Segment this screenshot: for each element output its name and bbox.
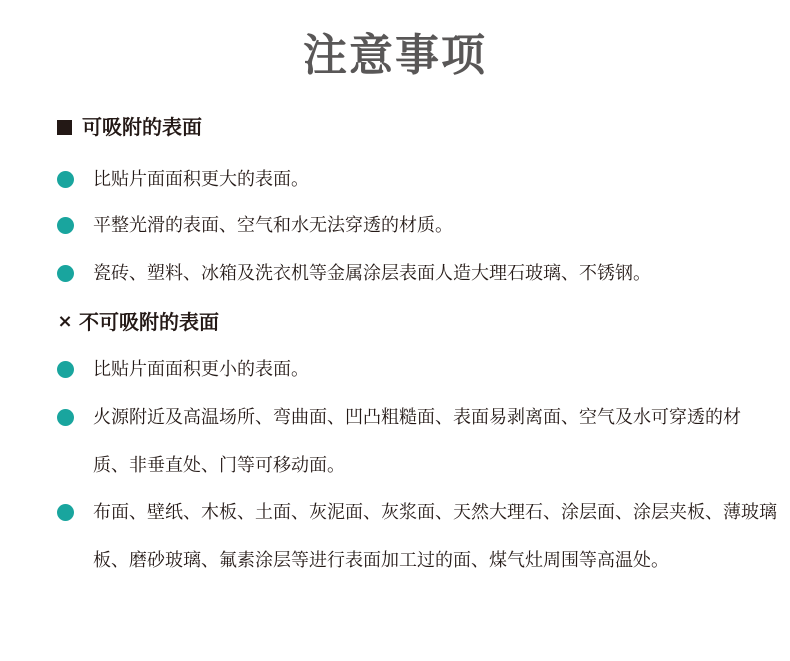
bullet-dot-icon [57, 409, 74, 426]
list-item-text: 布面、壁纸、木板、土面、灰泥面、灰浆面、天然大理石、涂层面、涂层夹板、薄玻璃板、磨砂玻璃、氟素涂层等进行表面加工过的面、煤气灶周围等高温处。 [93, 502, 777, 571]
list-item-text: 比贴片面面积更小的表面。 [93, 359, 309, 380]
bullet-dot-icon [57, 504, 74, 521]
bullet-dot-icon [57, 361, 74, 378]
section-heading-label: 可吸附的表面 [82, 115, 202, 139]
list-item-text: 火源附近及高温场所、弯曲面、凹凸粗糙面、表面易剥离面、空气及水可穿透的材质、非垂直处、门等可移动面。 [93, 407, 741, 476]
bullet-dot-icon [57, 217, 74, 234]
bullet-dot-icon [57, 171, 74, 188]
list-item-text: 平整光滑的表面、空气和水无法穿透的材质。 [93, 215, 453, 236]
list-item-text: 比贴片面面积更大的表面。 [93, 169, 309, 190]
section-heading-label: 不可吸附的表面 [79, 310, 219, 334]
section-heading-non-adhesive [57, 308, 219, 336]
page-title: 注意事项 [303, 30, 487, 81]
list-item-text: 瓷砖、塑料、冰箱及洗衣机等金属涂层表面人造大理石玻璃、不锈钢。 [93, 263, 651, 284]
cross-icon: × [57, 311, 73, 332]
section-heading-adhesive [57, 113, 202, 141]
bullet-dot-icon [57, 265, 74, 282]
square-icon [57, 120, 72, 135]
